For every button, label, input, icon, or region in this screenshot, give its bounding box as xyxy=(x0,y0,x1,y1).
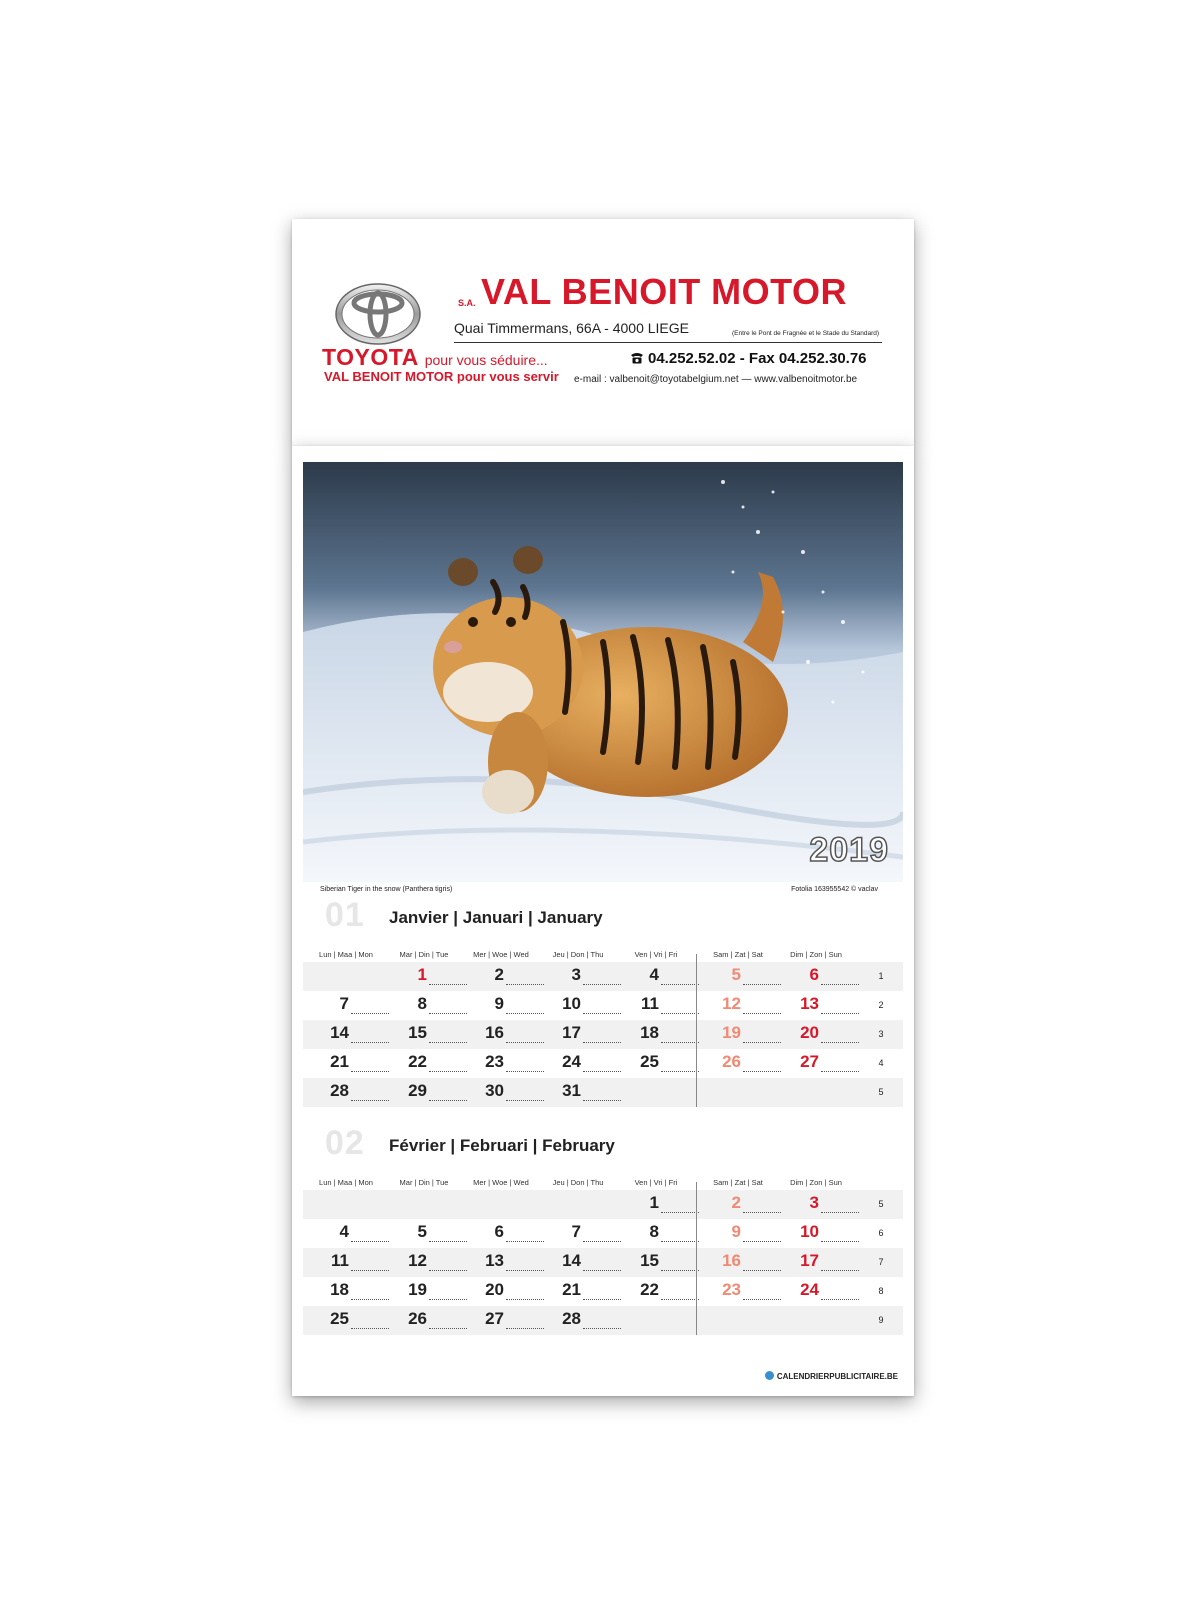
week-row xyxy=(303,1078,903,1107)
note-line xyxy=(429,1269,467,1271)
day-number: 11 xyxy=(331,1251,349,1270)
note-line xyxy=(661,1070,699,1072)
day-number: 23 xyxy=(722,1280,741,1299)
day-number: 28 xyxy=(330,1081,349,1100)
company-type: S.A. xyxy=(458,298,476,308)
week-row xyxy=(303,1049,903,1078)
tiger-photo xyxy=(303,462,903,882)
day-number: 25 xyxy=(330,1309,349,1328)
note-line xyxy=(661,1041,699,1043)
weekday-header: Ven | Vri | Fri xyxy=(634,950,678,959)
week-number: 7 xyxy=(878,1257,884,1267)
day-number: 31 xyxy=(562,1081,581,1100)
day-number: 1 xyxy=(417,965,427,984)
day-number: 21 xyxy=(330,1052,349,1071)
day-number: 6 xyxy=(494,1222,504,1241)
note-line xyxy=(583,983,621,985)
weekday-header: Lun | Maa | Mon xyxy=(319,950,373,959)
week-number: 4 xyxy=(878,1058,884,1068)
note-line xyxy=(583,1070,621,1072)
note-line xyxy=(429,1298,467,1300)
day-number: 24 xyxy=(800,1280,819,1299)
day-number: 15 xyxy=(640,1251,659,1270)
day-number: 29 xyxy=(408,1081,427,1100)
month-number: 01 xyxy=(325,896,365,934)
weekday-header: Sam | Zat | Sat xyxy=(713,950,763,959)
day-number: 20 xyxy=(800,1023,819,1042)
week-row xyxy=(303,1248,903,1277)
month-title: Février | Februari | February xyxy=(389,1136,615,1155)
day-number: 18 xyxy=(330,1280,349,1299)
day-number: 8 xyxy=(417,994,427,1013)
day-number: 16 xyxy=(485,1023,504,1042)
note-line xyxy=(821,1041,859,1043)
note-line xyxy=(351,1070,389,1072)
day-number: 2 xyxy=(494,965,504,984)
brand-sub: VAL BENOIT MOTOR pour vous servir xyxy=(324,369,559,384)
note-line xyxy=(743,1211,781,1213)
day-number: 17 xyxy=(800,1251,819,1270)
weekday-header: Mer | Woe | Wed xyxy=(473,1178,529,1187)
header-card xyxy=(292,219,914,446)
weekday-header: Dim | Zon | Sun xyxy=(790,950,842,959)
note-line xyxy=(821,1298,859,1300)
month-grid xyxy=(303,962,903,1107)
day-number: 15 xyxy=(408,1023,427,1042)
note-line xyxy=(351,1012,389,1014)
phone-text: 04.252.52.02 - Fax 04.252.30.76 xyxy=(648,350,867,367)
note-line xyxy=(429,1099,467,1101)
note-line xyxy=(506,1269,544,1271)
day-number: 23 xyxy=(485,1052,504,1071)
day-number: 12 xyxy=(408,1251,427,1270)
note-line xyxy=(506,1041,544,1043)
weekend-divider xyxy=(696,1182,697,1335)
day-number: 19 xyxy=(408,1280,427,1299)
weekday-header: Dim | Zon | Sun xyxy=(790,1178,842,1187)
note-line xyxy=(429,1041,467,1043)
day-number: 28 xyxy=(562,1309,581,1328)
day-number: 25 xyxy=(640,1052,659,1071)
note-line xyxy=(351,1099,389,1101)
week-number: 5 xyxy=(878,1087,884,1097)
weekday-header: Ven | Vri | Fri xyxy=(634,1178,678,1187)
note-line xyxy=(821,1269,859,1271)
day-number: 10 xyxy=(562,994,581,1013)
week-row xyxy=(303,962,903,991)
weekday-header: Mar | Din | Tue xyxy=(399,1178,449,1187)
address-note: (Entre le Pont de Fragnée et le Stade du Standard) xyxy=(732,330,880,337)
calendar-sheet xyxy=(292,446,914,1396)
week-row xyxy=(303,1190,903,1219)
note-line xyxy=(661,1211,699,1213)
note-line xyxy=(506,1298,544,1300)
note-line xyxy=(351,1327,389,1329)
weekday-header: Mer | Woe | Wed xyxy=(473,950,529,959)
day-number: 17 xyxy=(562,1023,581,1042)
week-number: 6 xyxy=(878,1228,884,1238)
note-line xyxy=(743,1070,781,1072)
note-line xyxy=(506,1012,544,1014)
day-number: 8 xyxy=(649,1222,659,1241)
day-number: 22 xyxy=(408,1052,427,1071)
weekday-header: Sam | Zat | Sat xyxy=(713,1178,763,1187)
day-number: 20 xyxy=(485,1280,504,1299)
day-number: 9 xyxy=(731,1222,741,1241)
day-number: 10 xyxy=(800,1222,819,1241)
weekday-header: Jeu | Don | Thu xyxy=(552,950,604,959)
publisher-logo xyxy=(765,1370,898,1381)
note-line xyxy=(743,1298,781,1300)
note-line xyxy=(429,1327,467,1329)
brand-tagline: pour vous séduire... xyxy=(424,352,548,368)
day-number: 6 xyxy=(809,965,819,984)
photo-credit: Fotolia 163955542 © vaclav xyxy=(791,886,878,893)
weekday-header: Lun | Maa | Mon xyxy=(319,1178,373,1187)
note-line xyxy=(351,1240,389,1242)
toyota-logo-icon xyxy=(334,281,422,347)
publisher-logo-icon xyxy=(765,1371,774,1380)
day-number: 19 xyxy=(722,1023,741,1042)
brand-name: TOYOTA xyxy=(322,344,419,370)
note-line xyxy=(821,1070,859,1072)
note-line xyxy=(583,1298,621,1300)
day-number: 18 xyxy=(640,1023,659,1042)
weekend-divider xyxy=(696,954,697,1107)
note-line xyxy=(821,1012,859,1014)
note-line xyxy=(661,1269,699,1271)
day-number: 1 xyxy=(649,1193,659,1212)
publisher-logo-text: CALENDRIERPUBLICITAIRE.BE xyxy=(776,1372,898,1381)
day-number: 7 xyxy=(339,994,349,1013)
day-number: 4 xyxy=(339,1222,349,1241)
week-row xyxy=(303,1020,903,1049)
day-number: 9 xyxy=(494,994,504,1013)
note-line xyxy=(743,1240,781,1242)
week-number: 9 xyxy=(878,1315,884,1325)
month-title: Janvier | Januari | January xyxy=(389,908,603,927)
note-line xyxy=(583,1041,621,1043)
day-number: 13 xyxy=(485,1251,504,1270)
day-number: 13 xyxy=(800,994,819,1013)
note-line xyxy=(583,1012,621,1014)
day-number: 5 xyxy=(731,965,741,984)
note-line xyxy=(743,1041,781,1043)
note-line xyxy=(661,983,699,985)
week-row xyxy=(303,1219,903,1248)
note-line xyxy=(429,983,467,985)
day-number: 22 xyxy=(640,1280,659,1299)
day-number: 30 xyxy=(485,1081,504,1100)
day-number: 7 xyxy=(571,1222,581,1241)
note-line xyxy=(583,1327,621,1329)
note-line xyxy=(821,1211,859,1213)
note-line xyxy=(351,1269,389,1271)
note-line xyxy=(506,1070,544,1072)
note-line xyxy=(506,1099,544,1101)
day-number: 24 xyxy=(562,1052,581,1071)
day-number: 16 xyxy=(722,1251,741,1270)
month-number: 02 xyxy=(325,1124,365,1162)
day-number: 21 xyxy=(562,1280,581,1299)
tiger-illustration xyxy=(303,462,903,882)
day-number: 4 xyxy=(649,965,659,984)
note-line xyxy=(429,1240,467,1242)
weekday-header: Jeu | Don | Thu xyxy=(552,1178,604,1187)
note-line xyxy=(351,1041,389,1043)
day-number: 3 xyxy=(809,1193,819,1212)
week-number: 2 xyxy=(878,1000,884,1010)
note-line xyxy=(661,1240,699,1242)
note-line xyxy=(583,1099,621,1101)
dealer-email: e-mail : valbenoit@toyotabelgium.net — www.valbenoitmotor.be xyxy=(574,374,858,385)
weekday-header: Mar | Din | Tue xyxy=(399,950,449,959)
day-number: 5 xyxy=(417,1222,427,1241)
day-number: 14 xyxy=(330,1023,349,1042)
month-grid xyxy=(303,1190,903,1335)
note-line xyxy=(821,983,859,985)
week-row xyxy=(303,1277,903,1306)
day-number: 26 xyxy=(408,1309,427,1328)
dealer-address: Quai Timmermans, 66A - 4000 LIEGE xyxy=(454,320,689,336)
day-number: 27 xyxy=(485,1309,504,1328)
week-number: 1 xyxy=(878,971,884,981)
day-number: 12 xyxy=(722,994,741,1013)
dealer-phone xyxy=(630,350,867,367)
note-line xyxy=(583,1240,621,1242)
note-line xyxy=(429,1012,467,1014)
note-line xyxy=(743,1012,781,1014)
note-line xyxy=(821,1240,859,1242)
note-line xyxy=(661,1012,699,1014)
week-number: 8 xyxy=(878,1286,884,1296)
note-line xyxy=(506,1327,544,1329)
brand-line xyxy=(322,344,548,371)
week-number: 3 xyxy=(878,1029,884,1039)
day-number: 11 xyxy=(641,994,659,1013)
day-number: 3 xyxy=(571,965,581,984)
header-rule xyxy=(454,342,882,343)
note-line xyxy=(506,983,544,985)
day-number: 26 xyxy=(722,1052,741,1071)
photo-caption: Siberian Tiger in the snow (Panthera tigris) xyxy=(320,886,453,893)
note-line xyxy=(351,1298,389,1300)
note-line xyxy=(506,1240,544,1242)
note-line xyxy=(661,1298,699,1300)
day-number: 27 xyxy=(800,1052,819,1071)
day-number: 2 xyxy=(731,1193,741,1212)
phone-icon xyxy=(630,352,644,364)
day-number: 14 xyxy=(562,1251,581,1270)
note-line xyxy=(743,983,781,985)
week-number: 5 xyxy=(878,1199,884,1209)
calendar-year: 2019 xyxy=(809,831,889,869)
note-line xyxy=(583,1269,621,1271)
note-line xyxy=(429,1070,467,1072)
dealer-name: VAL BENOIT MOTOR xyxy=(481,271,848,312)
note-line xyxy=(743,1269,781,1271)
week-row xyxy=(303,1306,903,1335)
week-row xyxy=(303,991,903,1020)
